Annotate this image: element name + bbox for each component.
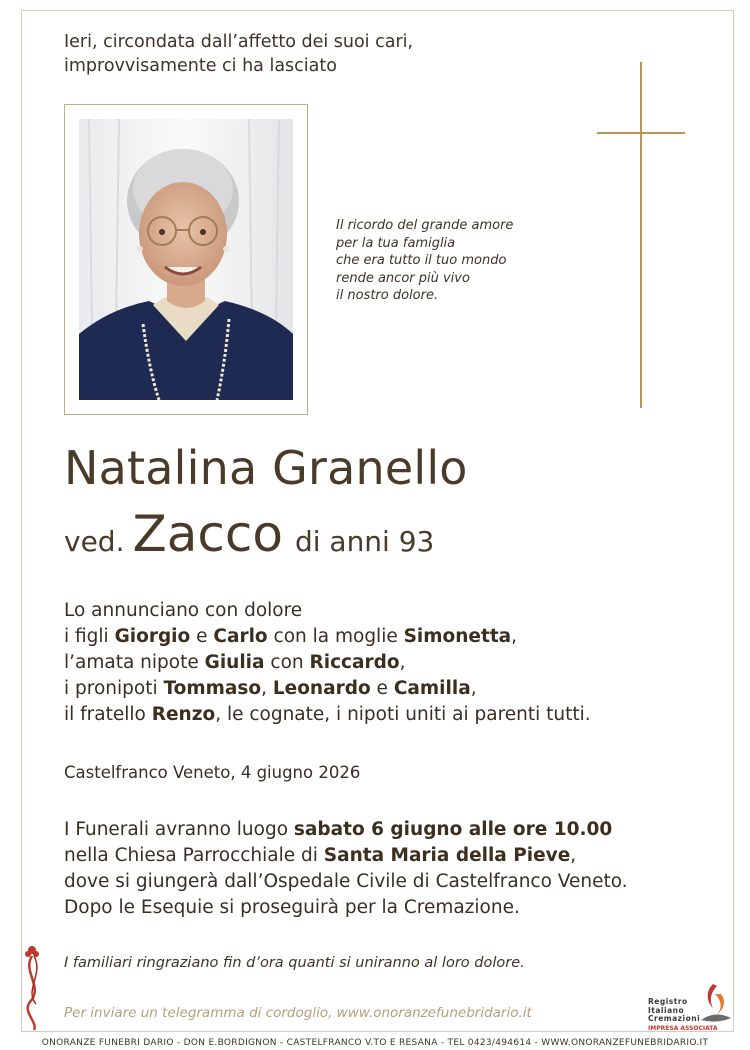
relative-name: Simonetta <box>403 626 512 647</box>
text-span: , le cognate, i nipoti uniti ai parenti tutti. <box>215 704 591 725</box>
text-span: il fratello <box>64 704 152 725</box>
text-span: , <box>470 678 477 699</box>
funeral-line <box>64 817 628 843</box>
registry-text <box>648 998 718 1032</box>
announcement-line <box>64 624 591 650</box>
footer-contact: ONORANZE FUNEBRI DARIO - DON E.BORDIGNON - CASTELFRANCO V.TO E RESANA - TEL 0423/494614 - WWW.ONORANZEFUNEBRIDARIO.IT <box>41 1038 709 1048</box>
text-span: Lo annunciano con dolore <box>64 600 303 621</box>
text-span: i pronipoti <box>64 678 164 699</box>
text-span: , <box>261 678 273 699</box>
funeral-line <box>64 843 628 869</box>
relative-name: Riccardo <box>309 652 400 673</box>
memorial-verse <box>336 217 513 305</box>
cross-icon-bar <box>597 132 685 134</box>
place-date: Castelfranco Veneto, 4 giugno 2026 <box>64 763 361 782</box>
verse-line: per la tua famiglia <box>336 235 456 251</box>
relative-name: Camilla <box>393 678 471 699</box>
text-span: , <box>511 626 518 647</box>
text-span: e <box>190 626 214 647</box>
funeral-line: Dopo le Esequie si proseguirà per la Cremazione. <box>64 897 520 918</box>
text-span: l’amata nipote <box>64 652 205 673</box>
text-span: nella Chiesa Parrocchiale di <box>64 845 324 866</box>
relative-name: Giulia <box>204 652 265 673</box>
funeral-datetime: sabato 6 giugno alle ore 10.00 <box>293 819 613 840</box>
text-span: con la moglie <box>267 626 404 647</box>
announcement-text <box>64 598 591 728</box>
announcement-line <box>64 702 591 728</box>
announcement-line <box>64 650 591 676</box>
text-span: , <box>570 845 577 866</box>
ved-prefix: ved. <box>64 525 125 558</box>
text-span: i figli <box>64 626 115 647</box>
announcement-line <box>64 676 591 702</box>
verse-line: che era tutto il tuo mondo <box>336 253 507 268</box>
text-span: e <box>370 678 394 699</box>
deceased-name: Natalina Granello <box>64 441 468 495</box>
telegram-link-text[interactable]: Per inviare un telegramma di cordoglio, www.onoranzefunebridario.it <box>64 1005 532 1021</box>
relative-name: Renzo <box>151 704 216 725</box>
verse-line: rende ancor più vivo <box>336 270 470 286</box>
intro-text <box>64 30 413 78</box>
age-text: di anni 93 <box>294 525 435 558</box>
text-span: I Funerali avranno luogo <box>64 819 294 840</box>
registry-subline: IMPRESA ASSOCIATA <box>648 1024 718 1032</box>
registry-line: Cremazioni <box>648 1014 701 1023</box>
married-name-line <box>64 505 434 563</box>
funeral-line: dove si giungerà dall’Ospedale Civile di Castelfranco Veneto. <box>64 871 628 892</box>
registry-line: Registro <box>648 997 688 1006</box>
registry-line: Italiano <box>648 1005 685 1015</box>
intro-line: Ieri, circondata dall’affetto dei suoi cari, <box>64 32 414 52</box>
church-name: Santa Maria della Pieve <box>323 845 571 866</box>
ribbon-flower-icon <box>18 942 48 1032</box>
relative-name: Carlo <box>213 626 268 647</box>
announcement-line <box>64 598 591 624</box>
portrait-photo <box>79 119 293 400</box>
cremation-registry-logo <box>645 980 735 1030</box>
funeral-details <box>64 817 628 921</box>
relative-name: Tommaso <box>163 678 262 699</box>
text-span: con <box>264 652 310 673</box>
verse-line: Il ricordo del grande amore <box>336 218 514 233</box>
verse-line: il nostro dolore. <box>336 288 439 303</box>
married-surname: Zacco <box>132 505 283 563</box>
cross-icon <box>640 62 642 408</box>
text-span: , <box>399 652 406 673</box>
relative-name: Leonardo <box>272 678 371 699</box>
relative-name: Giorgio <box>114 626 191 647</box>
intro-line: improvvisamente ci ha lasciato <box>64 56 337 76</box>
portrait-frame <box>64 104 308 415</box>
thanks-text: I familiari ringraziano fin d’ora quanti si uniranno al loro dolore. <box>64 955 525 971</box>
